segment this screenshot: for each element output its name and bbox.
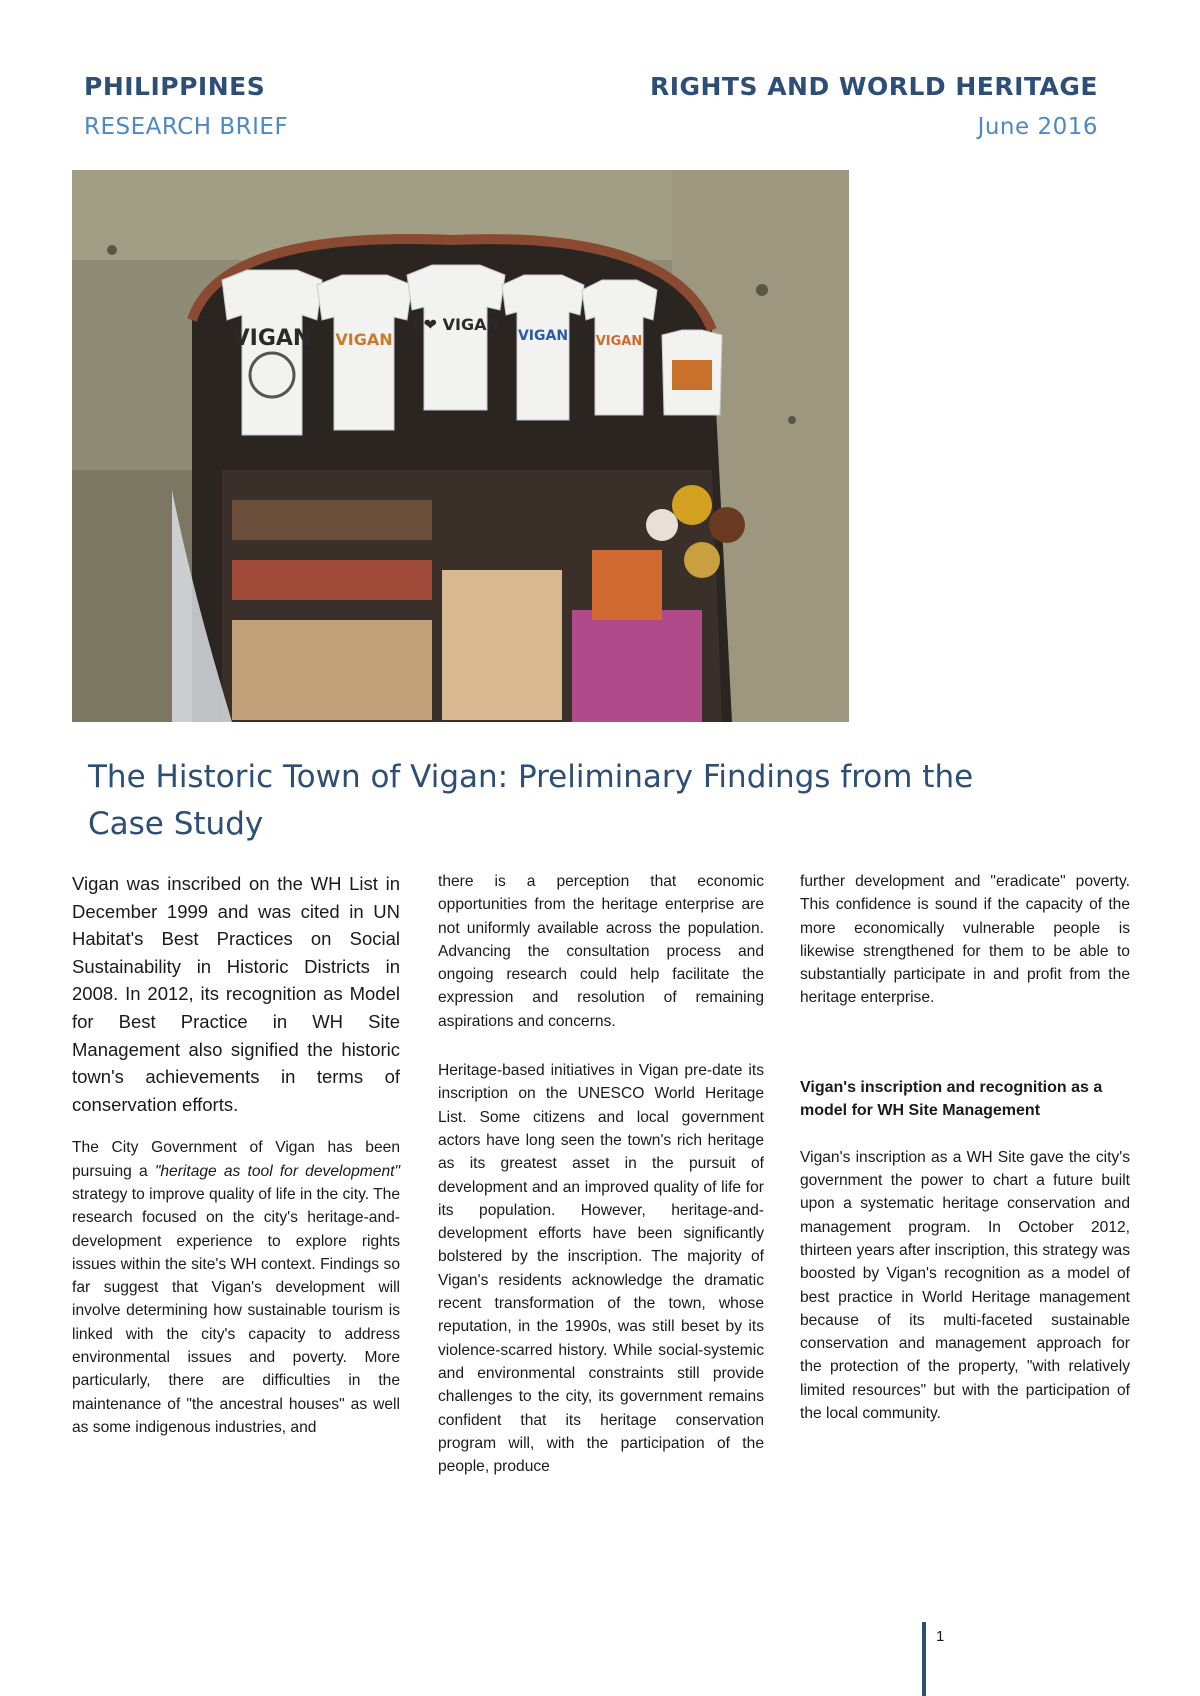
paragraph-heritage-initiatives: Heritage-based initiatives in Vigan pre-date its inscription on the UNESCO World Heritage List. Some citizens and local government actors have long seen the town's rich heritage as its greatest asset in the pursuit of development and an improved quality of life for its population. However, heritage-and-development efforts have been significantly bolstered by the inscription. The majority of Vigan's residents acknowledge the dramatic recent transformation of the town, whose reputation, in the 1990s, was still beset by its violence-scarred history. While social-systemic and environmental constraints still provide challenges to the city, its government remains confident that its heritage conservation program will, with the participation of the people, produce	[438, 1062, 764, 1476]
paragraph-inscription: Vigan's inscription as a WH Site gave the city's government the power to chart a future built upon a systematic heritage conservation and management program. In October 2012, thirteen years after inscription, this strategy was boosted by Vigan's recognition as a model of best practice in World Heritage management because of its multi-faceted sustainable conservation and management approach for the protection of the property, "with relatively limited resources" but with the participation of the local community.	[800, 1148, 1130, 1423]
header-series: RIGHTS AND WORLD HERITAGE	[649, 72, 1098, 101]
page-number-bar	[922, 1622, 926, 1696]
shirt-print-4: VIGAN	[517, 328, 569, 344]
header-date: June 2016	[977, 114, 1098, 140]
cover-photo	[72, 170, 849, 722]
page-number: 1	[936, 1628, 945, 1645]
shirt-print-5: VIGAN	[595, 334, 643, 349]
column-2	[438, 870, 764, 1478]
header-country: PHILIPPINES	[84, 72, 266, 101]
shirt-print-3: I ❤ VIGAN	[412, 315, 500, 334]
shirt-print-1: VIGAN	[232, 326, 312, 351]
shirt-print-2: VIGAN	[335, 330, 393, 349]
section-subheading: Vigan's inscription and recognition as a model for WH Site Management	[800, 1078, 1103, 1119]
column-3	[800, 870, 1130, 1425]
column-1	[72, 870, 400, 1439]
lead-paragraph: Vigan was inscribed on the WH List in December 1999 and was cited in UN Habitat's Best Practices on Social Sustainability in Historic Districts in 2008. In 2012, its recognition as Model for Best Practice in WH Site Management also signified the historic town's achievements in terms of conservation efforts.	[72, 873, 400, 1115]
paragraph-further-development: further development and "eradicate" poverty. This confidence is sound if the capacity of the more economically vulnerable people is likewise strengthened for them to be able to substantially participate in and profit from the heritage enterprise.	[800, 873, 1130, 1007]
paragraph-economic-opportunities: there is a perception that economic opportunities from the heritage enterprise are not uniformly available across the population. Advancing the consultation process and ongoing research could help facilitate the expression and resolution of remaining aspirations and concerns.	[438, 873, 764, 1030]
paragraph-city-government: The City Government of Vigan has been pursuing a "heritage as tool for development" strategy to improve quality of life in the city. The research focused on the city's heritage-and-development experience to explore rights issues within the site's WH context. Findings so far suggest that Vigan's development will involve determining how sustainable tourism is linked with the city's capacity to address environmental issues and poverty. More particularly, there are difficulties in the maintenance of "the ancestral houses" as well as some indigenous industries, and	[72, 1139, 401, 1436]
header-doc-type: RESEARCH BRIEF	[84, 114, 289, 140]
article-title: The Historic Town of Vigan: Preliminary Findings from the Case Study	[88, 759, 974, 842]
